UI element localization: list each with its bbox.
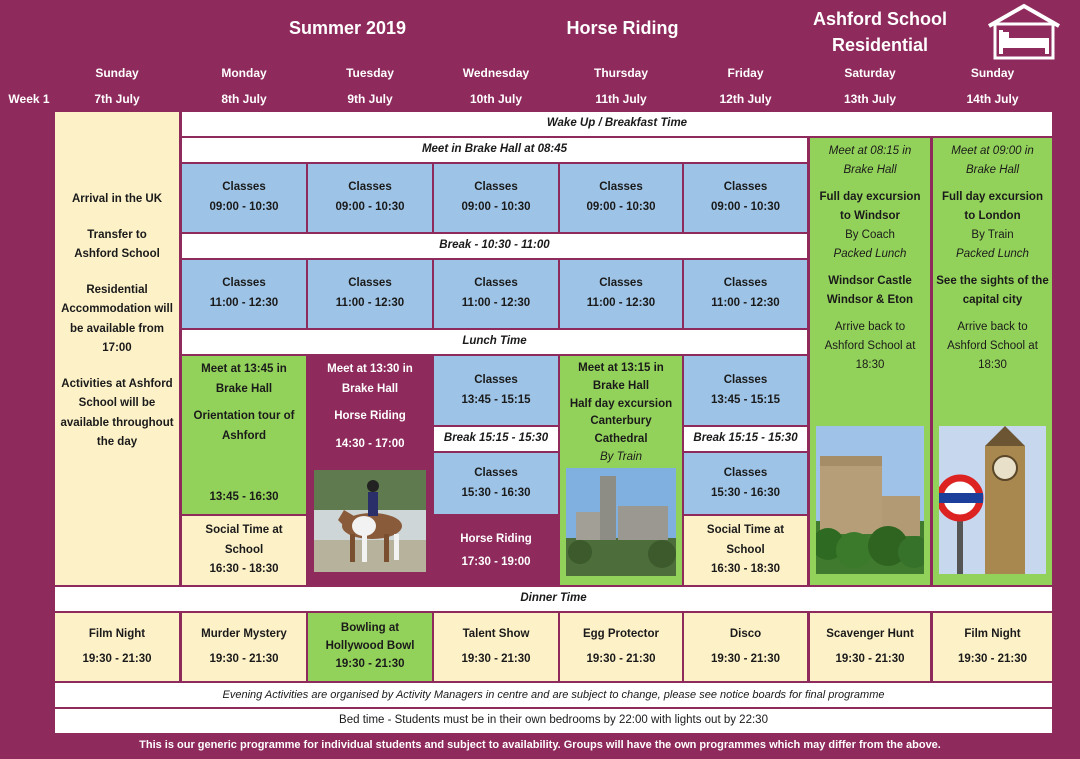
sunday-lunch: Packed Lunch xyxy=(956,247,1029,260)
day-header-7: Sunday xyxy=(970,66,1015,80)
class-fri-pm2: Classes 15:30 - 16:30 xyxy=(684,453,807,514)
horse-rider-photo xyxy=(314,470,426,572)
thursday-transport: By Train xyxy=(600,451,642,464)
afternoon-break-fri: Break 15:15 - 15:30 xyxy=(684,427,807,451)
season-title: Summer 2019 xyxy=(288,18,407,38)
break-bar: Break - 10:30 - 11:00 xyxy=(182,234,807,258)
accommodation-text: Residential Accommodation will be available from 17:00 xyxy=(61,283,173,355)
sunday-return: Arrive back to Ashford School at 18:30 xyxy=(947,320,1038,371)
thursday-place: Canterbury Cathedral xyxy=(590,415,652,446)
activities-text: Activities at Ashford School will be available throughout the day xyxy=(60,377,174,449)
sunday-sights: See the sights of the capital city xyxy=(936,274,1049,306)
monday-meet: Meet at 13:45 in Brake Hall xyxy=(201,363,287,395)
saturday-meet: Meet at 08:15 in Brake Hall xyxy=(828,145,912,176)
tuesday-activity-time: 14:30 - 17:00 xyxy=(335,437,405,450)
dinner-bar: Dinner Time xyxy=(55,587,1052,611)
sunday-excursion-title: Full day excursion to London xyxy=(942,190,1043,222)
day-header-0: Sunday xyxy=(95,66,139,80)
monday-activity-time: 13:45 - 16:30 xyxy=(209,491,279,504)
saturday-excursion-title: Full day excursion to Windsor xyxy=(819,190,921,222)
day-header-2: Tuesday xyxy=(346,66,394,80)
sunday-meet: Meet at 09:00 in Brake Hall xyxy=(951,145,1034,176)
saturday-transport: By Coach xyxy=(845,228,895,241)
date-header-0: 7th July xyxy=(94,92,140,106)
class-mon-am1: Classes 09:00 - 10:30 xyxy=(182,164,306,232)
evening-3: Talent Show 19:30 - 21:30 xyxy=(434,613,558,681)
wakeup-bar: Wake Up / Breakfast Time xyxy=(182,112,1052,136)
class-tue-am1: Classes 09:00 - 10:30 xyxy=(308,164,432,232)
day-header-4: Thursday xyxy=(593,66,648,80)
day-header-3: Wednesday xyxy=(462,66,530,80)
class-wed-pm2: Classes 15:30 - 16:30 xyxy=(434,453,558,514)
meet-bar: Meet in Brake Hall at 08:45 xyxy=(182,138,807,162)
evening-0: Film Night 19:30 - 21:30 xyxy=(55,613,179,681)
date-header-7: 14th July xyxy=(966,92,1019,106)
date-header-2: 9th July xyxy=(347,92,393,106)
class-wed-am1: Classes 09:00 - 10:30 xyxy=(434,164,558,232)
wednesday-horse-riding xyxy=(434,516,558,585)
bedtime-bar: Bed time - Students must be in their own bedrooms by 22:00 with lights out by 22:30 xyxy=(55,709,1052,733)
bed-house-icon xyxy=(985,2,1063,60)
evening-1: Murder Mystery 19:30 - 21:30 xyxy=(182,613,306,681)
evening-5: Disco 19:30 - 21:30 xyxy=(684,613,807,681)
transfer-text: Transfer to Ashford School xyxy=(74,228,160,261)
saturday-lunch: Packed Lunch xyxy=(833,247,907,260)
class-thu-am2: Classes 11:00 - 12:30 xyxy=(560,260,682,328)
evening-6: Scavenger Hunt 19:30 - 21:30 xyxy=(810,613,930,681)
thursday-type: Half day excursion xyxy=(569,397,673,410)
school-line2: Residential xyxy=(831,35,929,55)
date-header-5: 12th July xyxy=(719,92,772,106)
date-header-3: 10th July xyxy=(469,92,523,106)
footer-note: This is our generic programme for individual students and subject to availability. Groups will have the own programmes which may differ from the above. xyxy=(139,739,941,751)
monday-activity: Orientation tour of Ashford xyxy=(193,410,295,442)
day-header-5: Friday xyxy=(727,66,764,80)
thursday-meet: Meet at 13:15 in Brake Hall xyxy=(578,362,664,392)
class-fri-pm1: Classes 13:45 - 15:15 xyxy=(684,356,807,425)
school-line1: Ashford School xyxy=(813,9,947,29)
date-header-4: 11th July xyxy=(595,92,647,106)
saturday-sights: Windsor Castle Windsor & Eton xyxy=(826,274,914,306)
lunch-bar: Lunch Time xyxy=(182,330,807,354)
evening-4: Egg Protector 19:30 - 21:30 xyxy=(560,613,682,681)
windsor-castle-photo xyxy=(816,426,924,574)
class-wed-am2: Classes 11:00 - 12:30 xyxy=(434,260,558,328)
programme-title: Horse Riding xyxy=(566,18,679,38)
saturday-return: Arrive back to Ashford School at 18:30 xyxy=(824,320,916,371)
social-mon: Social Time at School 16:30 - 18:30 xyxy=(182,516,306,585)
evening-2: Bowling at Hollywood Bowl 19:30 - 21:30 xyxy=(308,613,432,681)
class-thu-am1: Classes 09:00 - 10:30 xyxy=(560,164,682,232)
class-fri-am1: Classes 09:00 - 10:30 xyxy=(684,164,807,232)
arrival-text: Arrival in the UK xyxy=(71,193,163,205)
big-ben-underground-photo xyxy=(939,426,1046,574)
evening-note-bar: Evening Activities are organised by Activity Managers in centre and are subject to change, please see notice boards for final programme xyxy=(55,683,1052,707)
day-header-1: Monday xyxy=(221,66,267,80)
date-header-6: 13th July xyxy=(843,92,897,106)
day-header-6: Saturday xyxy=(844,66,896,80)
wednesday-activity: Horse Riding xyxy=(460,532,532,545)
monday-afternoon xyxy=(182,356,306,514)
class-mon-am2: Classes 11:00 - 12:30 xyxy=(182,260,306,328)
afternoon-break-wed: Break 15:15 - 15:30 xyxy=(434,427,558,451)
class-tue-am2: Classes 11:00 - 12:30 xyxy=(308,260,432,328)
sunday-transport: By Train xyxy=(971,228,1014,241)
evening-7: Film Night 19:30 - 21:30 xyxy=(933,613,1052,681)
tuesday-activity: Horse Riding xyxy=(334,410,406,423)
wednesday-activity-time: 17:30 - 19:00 xyxy=(461,555,531,568)
date-header-1: 8th July xyxy=(221,92,267,106)
canterbury-cathedral-photo xyxy=(566,468,676,576)
tuesday-meet: Meet at 13:30 in Brake Hall xyxy=(327,363,413,395)
school-name xyxy=(790,6,970,58)
arrival-cell xyxy=(55,112,179,585)
class-wed-pm1: Classes 13:45 - 15:15 xyxy=(434,356,558,425)
week-label: Week 1 xyxy=(8,92,50,106)
social-fri: Social Time at School 16:30 - 18:30 xyxy=(684,516,807,585)
class-fri-am2: Classes 11:00 - 12:30 xyxy=(684,260,807,328)
